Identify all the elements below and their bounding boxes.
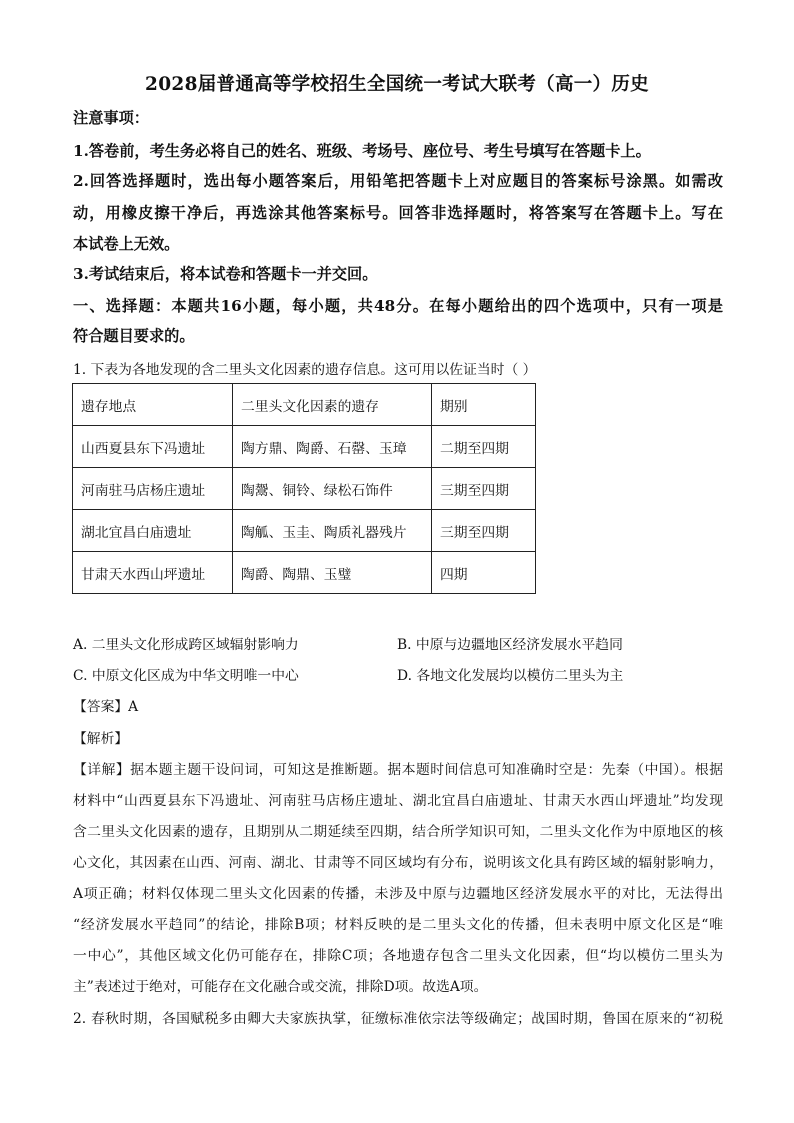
analysis-line-2: 材料中“山西夏县东下冯遗址、河南驻马店杨庄遗址、湖北宜昌白庙遗址、甘肃天水西山坪遗址”均发现 bbox=[73, 793, 723, 809]
table-header-cell: 遗存地点 bbox=[73, 384, 233, 426]
table-cell: 陶方鼎、陶爵、石罄、玉璋 bbox=[233, 426, 432, 468]
analysis-line-7: 一中心”，其他区域文化仍可能存在，排除C项；各地遗存包含二里头文化因素，但“均以模仿二里头为 bbox=[73, 948, 723, 964]
table-cell: 陶爵、陶鼎、玉璧 bbox=[233, 552, 432, 594]
option-c: C. 中原文化区成为中华文明唯一中心 bbox=[73, 668, 299, 684]
table-row bbox=[73, 552, 536, 594]
question-1-stem: 1. 下表为各地发现的含二里头文化因素的遗存信息。这可用以佐证当时（ ） bbox=[73, 362, 537, 378]
answer-line: 【答案】A bbox=[73, 699, 139, 715]
remains-table bbox=[72, 383, 536, 594]
table-cell: 陶鬶、铜铃、绿松石饰件 bbox=[233, 468, 432, 510]
exam-title: 2028届普通高等学校招生全国统一考试大联考（高一）历史 bbox=[145, 74, 649, 95]
analysis-line-1: 【详解】据本题主题干设问词，可知这是推断题。据本题时间信息可知准确时空是：先秦（中国）。根据 bbox=[73, 762, 723, 778]
table-cell: 四期 bbox=[432, 552, 536, 594]
table-cell: 甘肃天水西山坪遗址 bbox=[73, 552, 233, 594]
analysis-line-4: 心文化，其因素在山西、河南、湖北、甘肃等不同区域均有分布，说明该文化具有跨区域的辐射影响力， bbox=[73, 855, 723, 871]
table-cell: 二期至四期 bbox=[432, 426, 536, 468]
notice-line-3: 动，用橡皮擦干净后，再选涂其他答案标号。回答非选择题时，将答案写在答题卡上。写在 bbox=[73, 204, 723, 222]
notice-line-5: 3.考试结束后，将本试卷和答题卡一并交回。 bbox=[73, 265, 378, 283]
table-header-cell: 期别 bbox=[432, 384, 536, 426]
table-cell: 陶觚、玉圭、陶质礼器残片 bbox=[233, 510, 432, 552]
question-2-stem: 2. 春秋时期，各国赋税多由卿大夫家族执掌，征缴标准依宗法等级确定；战国时期，鲁国在原来的“初税 bbox=[73, 1011, 723, 1027]
notice-heading: 注意事项： bbox=[73, 109, 149, 127]
table-cell: 湖北宜昌白庙遗址 bbox=[73, 510, 233, 552]
table-cell: 三期至四期 bbox=[432, 510, 536, 552]
table-row bbox=[73, 510, 536, 552]
notice-line-4: 本试卷上无效。 bbox=[73, 235, 180, 253]
option-a: A. 二里头文化形成跨区域辐射影响力 bbox=[73, 637, 299, 653]
notice-line-1: 1.答卷前，考生务必将自己的姓名、班级、考场号、座位号、考生号填写在答题卡上。 bbox=[73, 142, 651, 160]
table-header-row bbox=[73, 384, 536, 426]
table-cell: 河南驻马店杨庄遗址 bbox=[73, 468, 233, 510]
option-b: B. 中原与边疆地区经济发展水平趋同 bbox=[397, 637, 623, 653]
analysis-line-8: 主”表述过于绝对，可能存在文化融合或交流，排除D项。故选A项。 bbox=[73, 979, 488, 995]
table-cell: 山西夏县东下冯遗址 bbox=[73, 426, 233, 468]
table-row bbox=[73, 468, 536, 510]
analysis-line-6: “经济发展水平趋同”的结论，排除B项；材料反映的是二里头文化的传播，但未表明中原文化区是“唯 bbox=[73, 917, 723, 933]
section-heading-line-2: 符合题目要求的。 bbox=[73, 327, 195, 345]
analysis-label: 【解析】 bbox=[73, 731, 129, 747]
section-heading-line-1: 一、选择题：本题共16小题，每小题，共48分。在每小题给出的四个选项中，只有一项是 bbox=[73, 297, 723, 315]
table-cell: 三期至四期 bbox=[432, 468, 536, 510]
analysis-line-3: 含二里头文化因素的遗存，且期别从二期延续至四期，结合所学知识可知，二里头文化作为中原地区的核 bbox=[73, 824, 723, 840]
option-d: D. 各地文化发展均以模仿二里头为主 bbox=[397, 668, 624, 684]
table-row bbox=[73, 426, 536, 468]
table-header-cell: 二里头文化因素的遗存 bbox=[233, 384, 432, 426]
notice-line-2: 2.回答选择题时，选出每小题答案后，用铅笔把答题卡上对应题目的答案标号涂黑。如需改 bbox=[73, 172, 723, 190]
analysis-line-5: A项正确；材料仅体现二里头文化因素的传播，未涉及中原与边疆地区经济发展水平的对比，无法得出 bbox=[73, 886, 723, 902]
